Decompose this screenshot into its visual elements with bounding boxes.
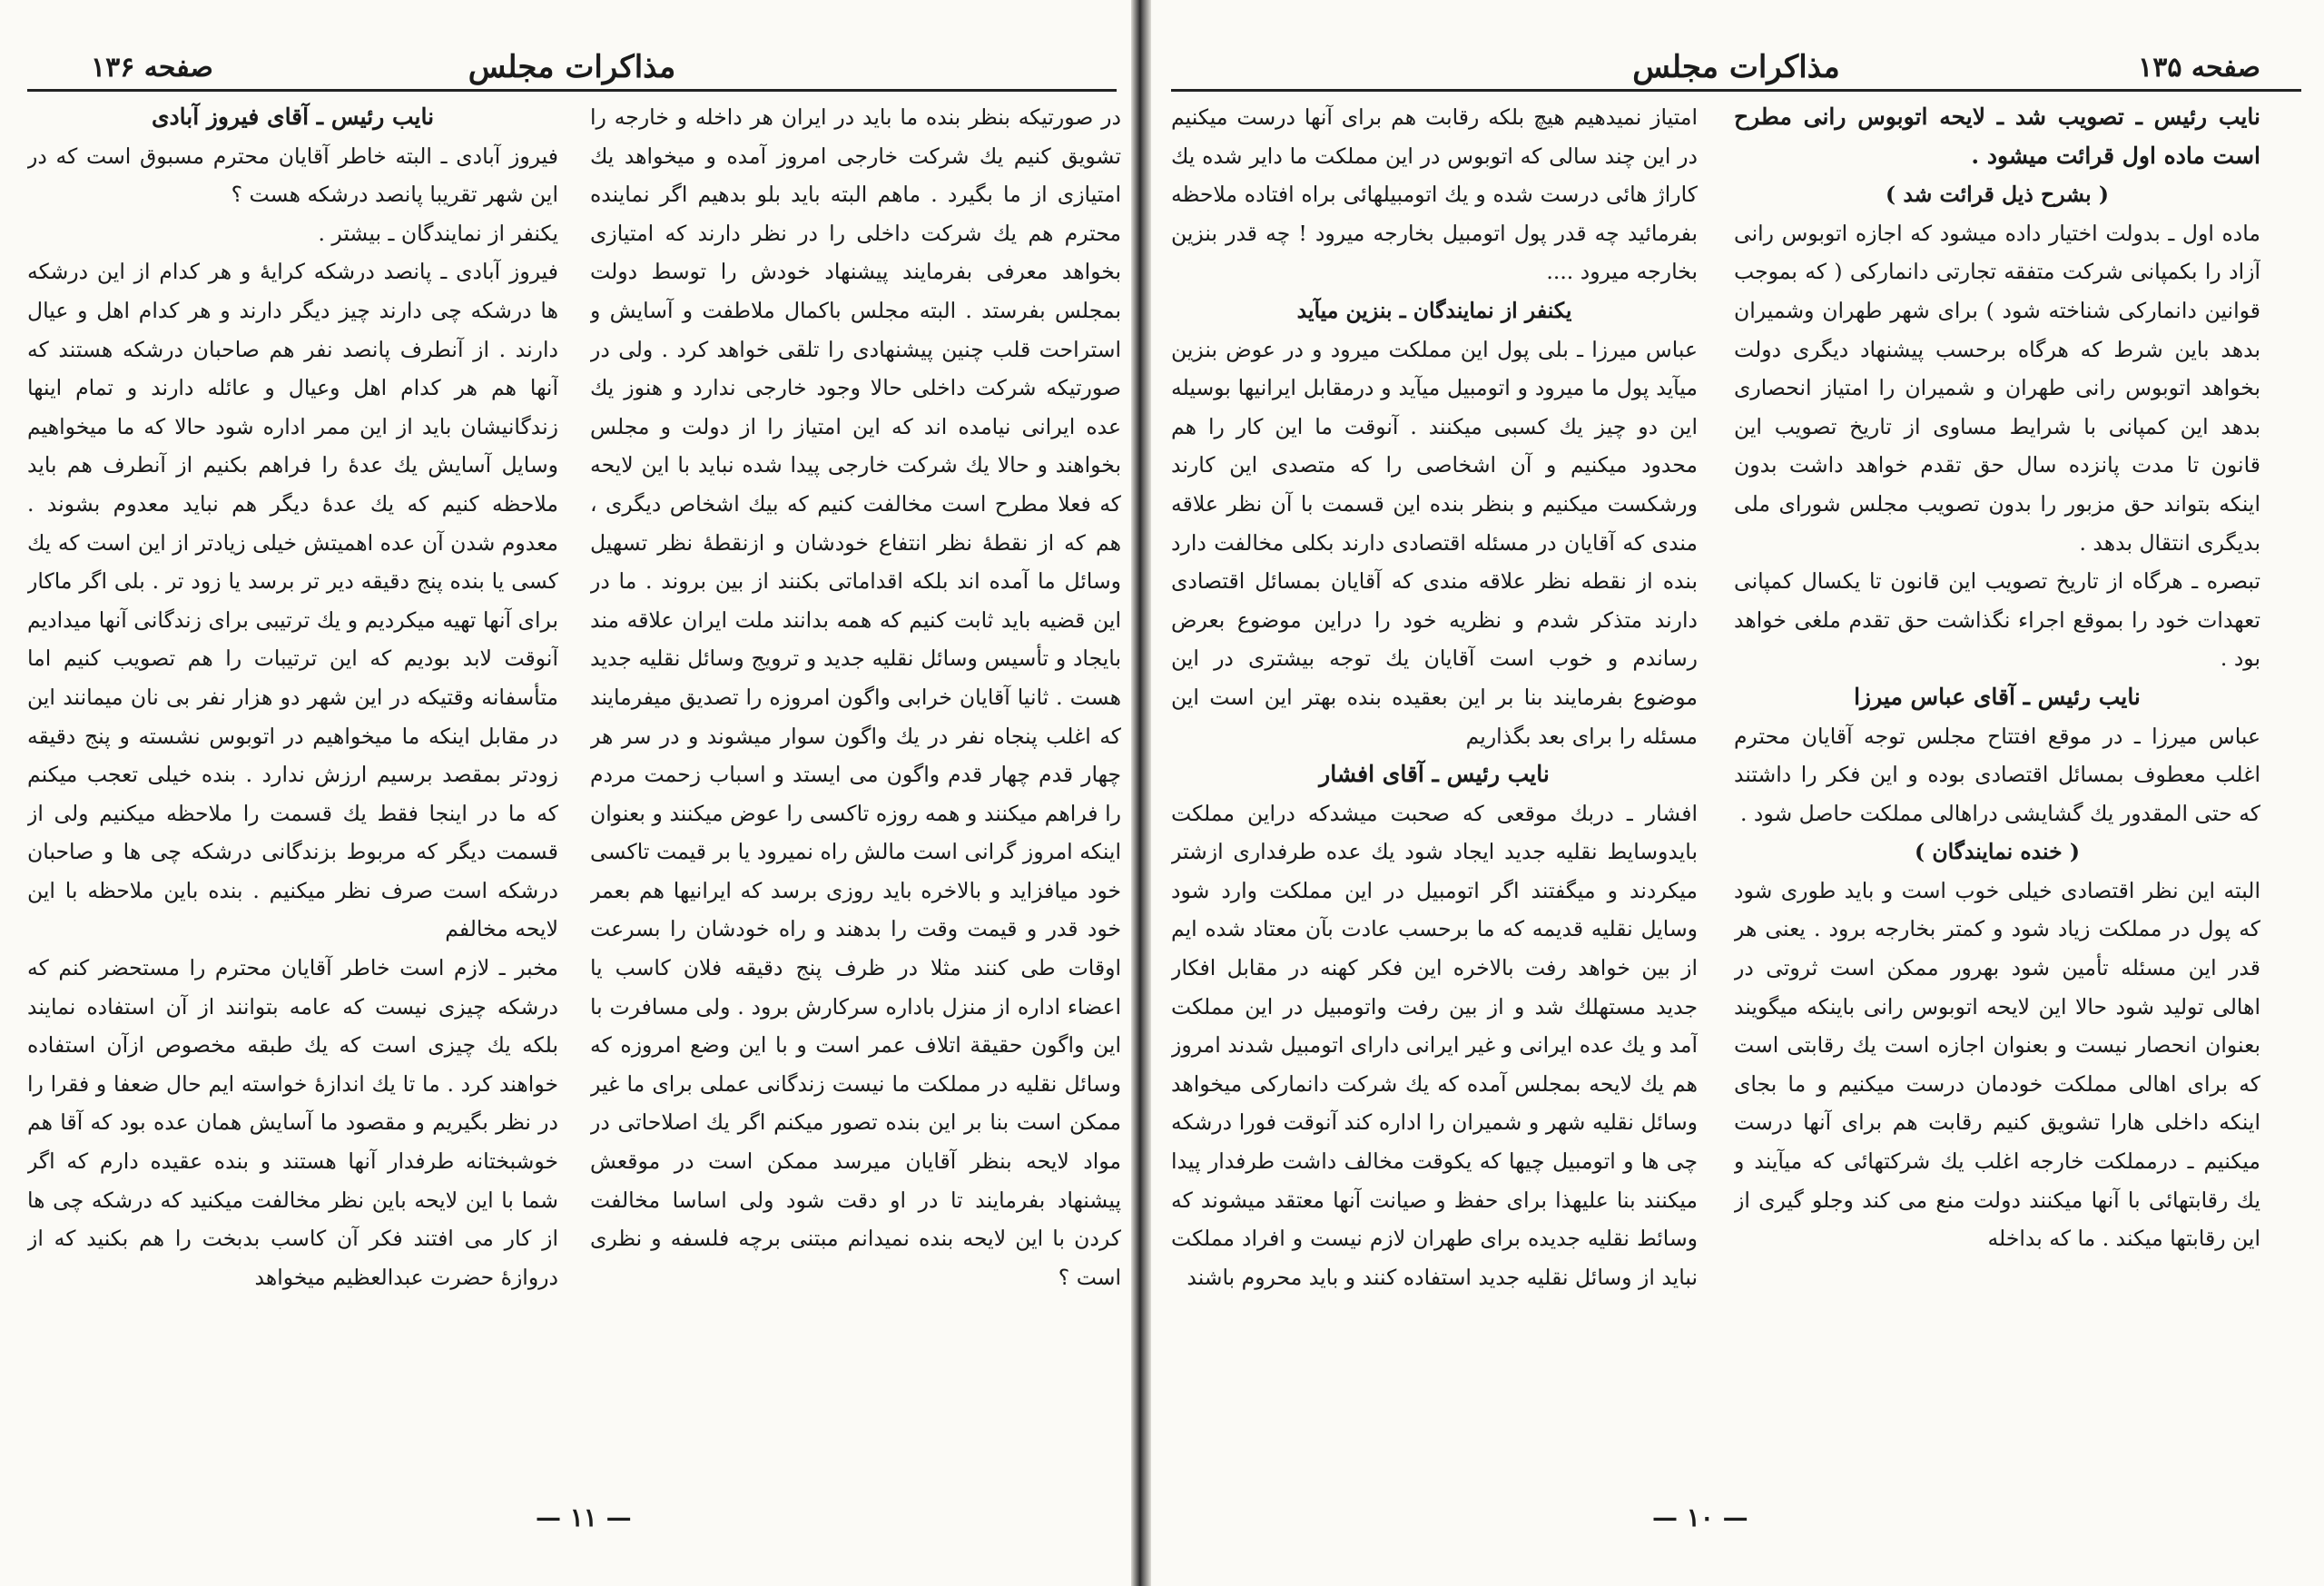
- paragraph: نایب رئیس ـ آقای افشار: [1319, 761, 1550, 788]
- page-footer: — ۱۰ —: [1652, 1502, 1748, 1532]
- paragraph: افشار ـ دربك موقعی که صحبت میشدکه دراین مملکت بایدوسایط نقلیه جدید ایجاد شود یك عده طرفداری ازشتر میکردند و میگفتند اگر اتومبیل در این مملکت وارد شود وسایل نقلیه قدیمه که ما برحسب عادت بآن معتاد شده ایم از بین خواهد رفت بالاخره این فکر کهنه در مقابل افکار جدید مستهلك شد و از بین رفت واتومبیل در این مملکت آمد و یك عده ایرانی و غیر ایرانی دارای اتومبیل شدند امروز هم یك لایحه بمجلس آمده که یك شرکت دانمارکی میخواهد وسائل نقلیه شهر و شمیران را اداره کند آنوقت فورا درشکه چی ها و اتومبیل چیها که یکوقت مخالف داشت طرفدار پیدا میکنند بنا علیهذا برای حفظ و صیانت آنها معتقد میشوند که وسائط نقلیه جدیده برای طهران لازم نیست و افراد مملکت نباید از وسائل نقلیه جدید استفاده کنند و باید محروم باشند: [1171, 800, 1698, 1290]
- paragraph: امتیاز نمیدهیم هیچ بلکه رقابت هم برای آنها درست میکنیم در این چند سالی که اتوبوس در این مملکت ما دایر شده یك کاراژ هائی درست شده و یك اتومبیلهائی براه افتاده ملاحظه بفرمائید چه قدر پول اتومبیل بخارجه میرود ! چه قدر بنزین بخارجه میرود ....: [1171, 104, 1698, 285]
- paragraph: تبصره ـ هرگاه از تاریخ تصویب این قانون تا یکسال کمپانی تعهدات خود را بموقع اجراء نگذاشت حق تقدم ملغی خواهد بود .: [1734, 568, 2260, 672]
- paragraph: عباس میرزا ـ بلی پول این مملکت میرود و در عوض بنزین میآید پول ما میرود و اتومبیل میآید و درمقابل ایرانیها بوسیله این دو چیز یك کسبی میکنند . آنوقت ما این کار را هم محدود میکنیم و آن اشخاصی را که متصدی این کارند ورشکست میکنیم و بنظر بنده این قسمت با آن نظر علاقه مندی که آقایان در مسئله اقتصادی دارند بکلی مخالفت دارد بنده از نقطه نظر علاقه مندی که آقایان بمسائل اقتصادی دارند متذکر شدم و نظریه خود را دراین موضوع بعرض رساندم و خوب است آقایان یك توجه بیشتری در این موضوع بفرمایند بنا بر این بعقیده بنده بهتر این است این مسئله را برای بعد بگذاریم: [1171, 336, 1698, 749]
- page-title: مذاکرات مجلس: [1632, 49, 1840, 85]
- paragraph: ( خنده نمایندگان ): [1915, 839, 2080, 865]
- page-number: صفحه ۱۳۶: [91, 51, 213, 84]
- paragraph: یکنفر از نمایندگان ـ بیشتر .: [318, 220, 558, 246]
- paragraph: ( بشرح ذیل قرائت شد ): [1886, 182, 2109, 208]
- text-column-right: [1734, 98, 2260, 1496]
- paragraph: نایب رئیس ـ آقای فیروز آبادی: [151, 103, 435, 130]
- paragraph: مخبر ـ لازم است خاطر آقایان محترم را مستحضر کنم که درشکه چیزی نیست که عامه بتوانند از آن استفاده نمایند بلکه یك چیزی است که یك طبقه مخصوص ازآن استفاده خواهند کرد . ما تا یك اندازهٔ خواسته ایم حال ضعفا و فقرا را در نظر بگیریم و مقصود ما آسایش همان عده بود که آقا هم خوشبختانه طرفدار آنها هستند و بنده عقیده دارم که اگر شما با این لایحه باین نظر مخالفت میکنید که درشکه چی ها از کار می افتند فکر آن کاسب بدبخت را هم بکنید که از دروازهٔ حضرت عبدالعظیم میخواهد: [27, 955, 558, 1290]
- page-header: [1171, 45, 2301, 92]
- paragraph: عباس میرزا ـ در موقع افتتاح مجلس توجه آقایان محترم اغلب معطوف بمسائل اقتصادی بوده و این فکر را داشتند که حتی المقدور یك گشایشی دراهالی مملکت حاصل شود .: [1734, 723, 2260, 826]
- page-number: صفحه ۱۳۵: [2138, 51, 2260, 84]
- paragraph: البته این نظر اقتصادی خیلی خوب است و باید طوری شود که پول در مملکت زیاد شود و کمتر بخارجه برود . یعنی هر قدر این مسئله تأمین شود بهرور ممکن است ثروتی در اهالی تولید شود حالا این لایحه اتوبوس رانی باینکه میگویند بعنوان انحصار نیست و بعنوان اجازه است یك رقابتی است که برای اهالی مملکت خودمان درست میکنیم و ما بجای اینکه داخلی هارا تشویق کنیم رقابت هم برای آنها درست میکنیم ـ درمملکت خارجه اغلب یك شرکتهائی که میآیند و یك رقابتهائی با آنها میکنند دولت منع می کند وجلو گیری از این رقابتها میکند . ما که بداخله: [1734, 877, 2260, 1252]
- page-header: [27, 45, 1117, 92]
- paragraph: ماده اول ـ بدولت اختیار داده میشود که اجازه اتوبوس رانی آزاد را بکمپانی شرکت متفقه تجارتی دانمارکی ( که بموجب قوانین دانمارکی شناخته شود ) برای شهر طهران وشمیران بدهد باین شرط که هرگاه برحسب پیشنهاد دیگری دولت بخواهد اتوبوس رانی طهران و شمیران را امتیاز انحصاری بدهد این کمپانی با شرایط مساوی از تاریخ تصویب این قانون تا مدت پانزده سال حق تقدم خواهد داشت بدون اینکه بتواند حق مزبور را بدون تصویب مجلس شورای ملی بدیگری انتقال بدهد .: [1734, 220, 2260, 556]
- paragraph: در صورتیکه بنظر بنده ما باید در ایران هر داخله و خارجه را تشویق کنیم یك شرکت خارجی امروز آمده و میخواهد یك امتیازی از ما بگیرد . ماهم البته باید بلو بدهیم اگر نماینده محترم هم یك شرکت داخلی را در نظر دارند که امتیازی بخواهد معرفی بفرمایند پیشنهاد خودش را توسط دولت بمجلس بفرستد . البته مجلس باکمال ملاطفت و آسایش و استراحت قلب چنین پیشنهادی را تلقی خواهد کرد . ولی در صورتیکه شرکت داخلی حالا وجود خارجی ندارد و هنوز یك عده ایرانی نیامده اند که این امتیاز را از دولت و مجلس بخواهند و حالا یك شرکت خارجی پیدا شده نباید با این لایحه که فعلا مطرح است مخالفت کنیم که بیك اشخاص دیگری ، هم که از نقطهٔ نظر انتفاع خودشان و ازنقطهٔ نظر تسهیل وسائل ما آمده اند بلکه اقداماتی بکنند از بین بروند . ما در این قضیه باید ثابت کنیم که همه بدانند ملت ایران علاقه مند بایجاد و تأسیس وسائل نقلیه جدید و ترویج وسائل نقلیه جدید هست . ثانیا آقایان خرابی واگون امروزه را تصدیق میفرمایند که اغلب پنجاه نفر در یك واگون سوار میشوند و در سر هر چهار قدم چهار قدم واگون می ایستد و اسباب زحمت مردم را فراهم میکنند و همه روزه تاکسی را عوض میکنند و بعنوان اینکه امروز گرانی است مالش راه نمیرود یا بر قیمت تاکسی خود میافزاید و بالاخره باید روزی برسد که ایرانیها هم بعمر خود قدر و قیمت وقت را بدهند و راه خودشان را بسرعت اوقات طی کنند مثلا در ظرف پنج دقیقه فلان کاسب یا اعضاء اداره از منزل باداره سرکارش برود . ولی مسافرت با این واگون حقیقة اتلاف عمر است و با این وضع امروزه که وسائل نقلیه در مملکت ما نیست زندگانی عملی برای ما غیر ممکن است بنا بر این بنده تصور میکنم اگر یك اصلاحاتی در مواد لایحه بنظر آقایان میرسد ممکن است در موقعش پیشنهاد بفرمایند تا در او دقت شود ولی اساسا مخالفت کردن با این لایحه بنده نمیدانم مبتنی برچه فلسفه و نظری است ؟: [590, 104, 1121, 1290]
- page-136: [27, 0, 1121, 1586]
- text-column-right: [590, 98, 1121, 1496]
- paragraph: فیروز آبادی ـ پانصد درشکه کرایهٔ و هر کدام از این درشکه ها درشکه چی دارند چیز دیگر دارند و هر کدام اهل و عیال دارند . از آنطرف پانصد نفر هم صاحبان درشکه هستند که آنها هم هر کدام اهل وعیال و عائله دارند و تمام اینها زندگانیشان باید از این ممر اداره شود حالا که ما میخواهیم وسایل آسایش یك عدهٔ را فراهم بکنیم از آنطرف هم باید ملاحظه کنیم که یك عدهٔ دیگر هم نباید معدوم بشوند . معدوم شدن آن عده اهمیتش خیلی زیادتر از این است که یك کسی یا بنده پنج دقیقه دیر تر برسد یا زود تر . بلی اگر ماکار برای آنها تهیه میکردیم و یك ترتیبی برای زندگانی آنها میدادیم آنوقت لابد بودیم که این ترتیبات را هم تصویب کنیم اما متأسفانه وقتیکه در این شهر دو هزار نفر بی نان میمانند این در مقابل اینکه ما میخواهیم در اتوبوس نشسته و پنج دقیقه زودتر بمقصد برسیم ارزش ندارد . بنده خیلی تعجب میکنم که ما در اینجا فقط یك قسمت را ملاحظه میکنیم ولی از قسمت دیگر که مربوط بزندگانی درشکه چی ها و صاحبان درشکه است صرف نظر میکنیم . بنده باین ملاحظه با این لایحه مخالفم: [27, 259, 558, 942]
- page-title: مذاکرات مجلس: [468, 49, 676, 85]
- book-gutter: [1131, 0, 1151, 1586]
- paragraph: یکنفر از نمایندگان ـ بنزین میآید: [1296, 297, 1572, 323]
- paragraph: نایب رئیس ـ تصویب شد ـ لایحه اتوبوس رانی مطرح است ماده اول قرائت میشود .: [1734, 103, 2260, 169]
- text-column-left: [27, 98, 558, 1496]
- paragraph: فیروز آبادی ـ البته خاطر آقایان محترم مسبوق است که در این شهر تقریبا پانصد درشکه هست ؟: [27, 143, 558, 208]
- page-footer: — ۱۱ —: [536, 1502, 632, 1532]
- text-column-left: [1171, 98, 1698, 1496]
- paragraph: نایب رئیس ـ آقای عباس میرزا: [1854, 683, 2141, 710]
- page-135: [1171, 0, 2301, 1586]
